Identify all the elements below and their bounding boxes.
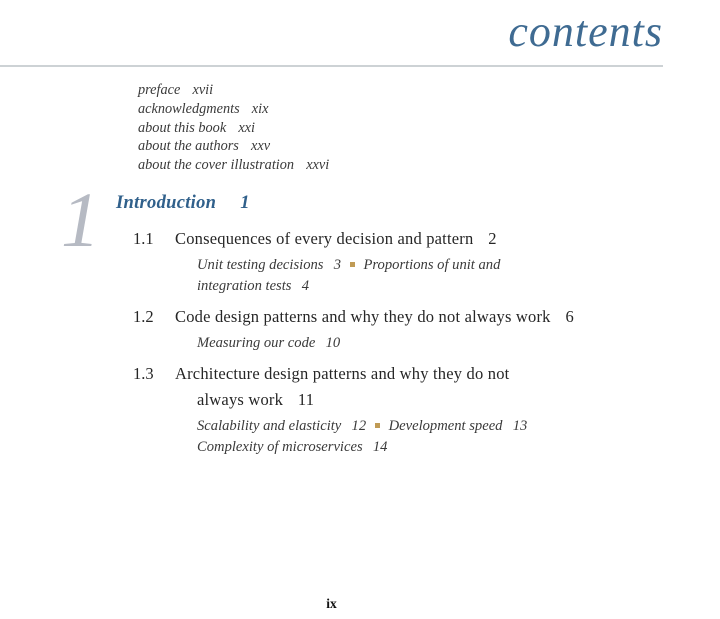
section-page: 11: [297, 390, 315, 409]
subsection-list: [197, 416, 673, 458]
subsection-page: 14: [372, 439, 388, 455]
subsection-page: 3: [333, 257, 341, 273]
toc-section: [133, 226, 673, 297]
subsection-line: [197, 437, 673, 458]
front-matter-page: xxvi: [306, 157, 330, 174]
subsection-label: integration tests: [197, 278, 292, 294]
section-title: [175, 304, 673, 330]
subsection-list: [197, 255, 673, 297]
section-title-continuation: always work: [197, 390, 284, 409]
subsection-label: Complexity of microservices: [197, 439, 363, 455]
chapter-page: 1: [240, 193, 250, 213]
front-matter-item: [138, 100, 329, 119]
bullet-separator-icon: [375, 423, 380, 428]
subsection-label: Measuring our code: [197, 335, 316, 351]
chapter-number: 1: [61, 176, 100, 263]
front-matter-label: acknowledgments: [138, 100, 240, 117]
subsection-line: [197, 255, 673, 276]
front-matter-label: about this book: [138, 119, 227, 136]
subsection-label: Proportions of unit and: [363, 257, 501, 273]
subsection-label: Development speed: [388, 418, 503, 434]
chapter-heading: [116, 193, 250, 214]
section-title-text: Code design patterns and why they do not always work: [175, 307, 551, 326]
bullet-separator-icon: [350, 262, 355, 267]
subsection-page: 13: [512, 418, 528, 434]
front-matter-item: [138, 156, 329, 175]
section-title: [175, 226, 673, 252]
front-matter-item: [138, 119, 329, 138]
front-matter-label: about the authors: [138, 138, 239, 155]
section-title: [175, 361, 673, 413]
chapter-title: Introduction: [116, 193, 217, 213]
toc-sections: [133, 226, 673, 465]
subsection-line: [197, 276, 673, 297]
page-folio: ix: [326, 596, 337, 611]
subsection-line: [197, 416, 673, 437]
section-number: 1.3: [133, 364, 154, 383]
subsection-page: 10: [325, 335, 341, 351]
section-page: 2: [488, 229, 497, 248]
header-rule: [0, 65, 663, 67]
section-number: 1.1: [133, 229, 154, 248]
section-title-text: Architecture design patterns and why they do not: [175, 364, 510, 383]
section-page: 6: [565, 307, 574, 326]
front-matter-page: xvii: [192, 82, 214, 98]
front-matter-label: preface: [138, 82, 181, 98]
toc-section: [133, 304, 673, 354]
page-title: contents: [508, 7, 663, 56]
subsection-label: Scalability and elasticity: [197, 418, 342, 434]
front-matter-item: [138, 137, 329, 156]
subsection-page: 12: [351, 418, 367, 434]
front-matter-page: xxv: [251, 138, 271, 155]
subsection-page: 4: [301, 278, 309, 294]
front-matter-item: [138, 81, 329, 100]
subsection-label: Unit testing decisions: [197, 257, 324, 273]
front-matter-list: [138, 81, 329, 175]
toc-section: [133, 361, 673, 458]
section-title-text: Consequences of every decision and pattern: [175, 229, 474, 248]
subsection-list: [197, 333, 673, 354]
front-matter-page: xxi: [238, 119, 255, 136]
section-number: 1.2: [133, 307, 154, 326]
front-matter-label: about the cover illustration: [138, 157, 295, 174]
subsection-line: [197, 333, 673, 354]
front-matter-page: xix: [251, 100, 269, 117]
